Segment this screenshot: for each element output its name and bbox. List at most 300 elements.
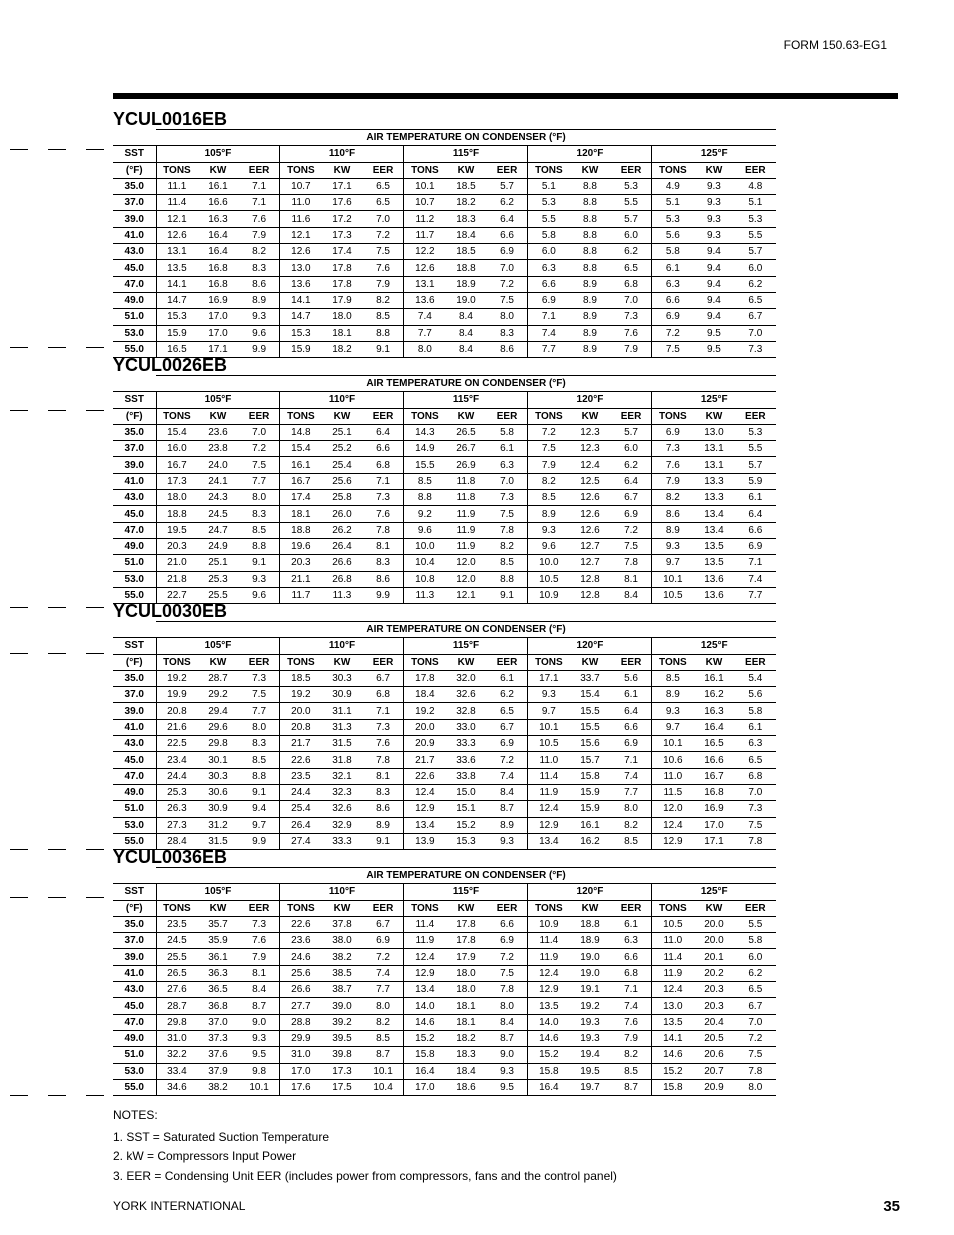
table-cell: 33.7 <box>569 670 610 686</box>
table-cell: 12.6 <box>569 490 610 506</box>
table-cell: 17.1 <box>321 178 362 194</box>
table-cell: 39.0 <box>321 998 362 1014</box>
table-cell: 7.5 <box>528 441 569 457</box>
table-cell: 6.9 <box>652 309 693 325</box>
table-cell: 12.6 <box>569 522 610 538</box>
table-cell: 20.0 <box>280 703 321 719</box>
table-cell: 10.8 <box>404 571 445 587</box>
table-cell: 18.1 <box>321 325 362 341</box>
table-cell: 13.5 <box>652 1014 693 1030</box>
table-cell: 25.4 <box>321 457 362 473</box>
column-header-eer: EER <box>363 408 404 424</box>
table-cell: 8.4 <box>487 784 528 800</box>
sst-value: 55.0 <box>113 587 156 603</box>
table-cell: 6.9 <box>487 736 528 752</box>
table-cell: 5.1 <box>652 195 693 211</box>
table-cell: 18.2 <box>445 195 486 211</box>
table-cell: 12.7 <box>569 555 610 571</box>
table-cell: 9.5 <box>487 1079 528 1095</box>
table-cell: 18.8 <box>280 522 321 538</box>
table-row <box>113 244 776 260</box>
table-cell: 26.3 <box>156 801 197 817</box>
column-header-tons: TONS <box>156 654 197 670</box>
table-cell: 24.6 <box>280 949 321 965</box>
table-cell: 18.4 <box>404 687 445 703</box>
table-cell: 8.7 <box>487 801 528 817</box>
table-cell: 7.9 <box>239 227 280 243</box>
table-cell: 12.3 <box>569 424 610 440</box>
table-cell: 34.6 <box>156 1079 197 1095</box>
table-cell: 16.0 <box>156 441 197 457</box>
table-cell: 16.8 <box>693 784 734 800</box>
table-cell: 7.9 <box>528 457 569 473</box>
table-cell: 8.2 <box>363 292 404 308</box>
table-cell: 16.3 <box>197 211 238 227</box>
table-cell: 16.9 <box>693 801 734 817</box>
table-row <box>113 211 776 227</box>
table-cell: 31.5 <box>321 736 362 752</box>
table-cell: 25.3 <box>197 571 238 587</box>
table-cell: 16.1 <box>280 457 321 473</box>
table-cell: 7.3 <box>487 490 528 506</box>
table-cell: 7.6 <box>611 1014 652 1030</box>
table-cell: 16.8 <box>197 276 238 292</box>
sst-label: SST <box>113 146 156 162</box>
sst-value: 55.0 <box>113 833 156 849</box>
table-cell: 24.1 <box>197 473 238 489</box>
table-cell: 7.8 <box>363 522 404 538</box>
table-cell: 7.1 <box>363 473 404 489</box>
table-cell: 39.8 <box>321 1047 362 1063</box>
sst-value: 35.0 <box>113 178 156 194</box>
table-cell: 18.4 <box>445 227 486 243</box>
table-cell: 16.7 <box>280 473 321 489</box>
table-cell: 12.4 <box>652 817 693 833</box>
table-cell: 17.0 <box>197 309 238 325</box>
table-cell: 7.0 <box>735 325 776 341</box>
table-cell: 20.4 <box>693 1014 734 1030</box>
table-cell: 13.6 <box>404 292 445 308</box>
table-cell: 7.3 <box>363 719 404 735</box>
table-cell: 9.1 <box>239 555 280 571</box>
table-cell: 7.4 <box>735 571 776 587</box>
table-cell: 17.1 <box>197 341 238 357</box>
table-cell: 6.7 <box>735 998 776 1014</box>
table-cell: 6.4 <box>487 211 528 227</box>
table-cell: 19.2 <box>569 998 610 1014</box>
table-cell: 7.8 <box>611 555 652 571</box>
condenser-temp-header: 125°F <box>652 146 776 162</box>
table-cell: 8.5 <box>652 670 693 686</box>
column-header-kw: KW <box>693 408 734 424</box>
table-row <box>113 309 776 325</box>
table-cell: 7.8 <box>735 1063 776 1079</box>
table-cell: 7.2 <box>652 325 693 341</box>
table-cell: 5.5 <box>611 195 652 211</box>
table-cell: 13.4 <box>693 522 734 538</box>
table-cell: 17.5 <box>321 1079 362 1095</box>
table-cell: 10.0 <box>404 538 445 554</box>
table-cell: 14.0 <box>404 998 445 1014</box>
table-row <box>113 490 776 506</box>
table-row <box>113 736 776 752</box>
table-row <box>113 325 776 341</box>
table-cell: 6.5 <box>363 178 404 194</box>
table-cell: 6.9 <box>611 506 652 522</box>
table-cell: 30.3 <box>321 670 362 686</box>
table-row <box>113 1063 776 1079</box>
table-cell: 7.5 <box>487 965 528 981</box>
condenser-temp-header: 115°F <box>404 884 528 900</box>
sst-value: 41.0 <box>113 965 156 981</box>
sst-value: 51.0 <box>113 801 156 817</box>
table-cell: 8.8 <box>569 244 610 260</box>
table-cell: 11.4 <box>652 949 693 965</box>
table-cell: 11.0 <box>280 195 321 211</box>
table-cell: 33.4 <box>156 1063 197 1079</box>
table-cell: 18.2 <box>321 341 362 357</box>
column-header-eer: EER <box>735 408 776 424</box>
table-cell: 36.1 <box>197 949 238 965</box>
table-cell: 9.4 <box>693 244 734 260</box>
column-header-eer: EER <box>239 408 280 424</box>
table-cell: 9.4 <box>693 292 734 308</box>
table-cell: 19.2 <box>156 670 197 686</box>
condenser-temp-header: 125°F <box>652 884 776 900</box>
table-cell: 12.1 <box>156 211 197 227</box>
table-cell: 18.0 <box>321 309 362 325</box>
table-cell: 18.1 <box>280 506 321 522</box>
table-cell: 6.7 <box>487 719 528 735</box>
table-cell: 9.0 <box>239 1014 280 1030</box>
note-item: 3. EER = Condensing Unit EER (includes power from compressors, fans and the control panel) <box>113 1168 617 1183</box>
table-cell: 8.2 <box>239 244 280 260</box>
section-ycul0026eb <box>113 355 776 604</box>
table-cell: 13.6 <box>693 587 734 603</box>
table-cell: 7.2 <box>363 227 404 243</box>
table-cell: 7.1 <box>735 555 776 571</box>
table-cell: 6.6 <box>487 916 528 932</box>
table-cell: 15.2 <box>528 1047 569 1063</box>
sst-value: 49.0 <box>113 292 156 308</box>
sst-label: SST <box>113 884 156 900</box>
table-cell: 11.2 <box>404 211 445 227</box>
table-cell: 18.8 <box>156 506 197 522</box>
table-cell: 17.0 <box>404 1079 445 1095</box>
table-cell: 18.0 <box>445 982 486 998</box>
table-cell: 8.8 <box>239 538 280 554</box>
table-cell: 6.2 <box>611 244 652 260</box>
model-title: YCUL0036EB <box>113 847 228 867</box>
table-cell: 18.0 <box>445 965 486 981</box>
table-cell: 8.0 <box>611 801 652 817</box>
table-cell: 7.4 <box>363 965 404 981</box>
model-title: YCUL0026EB <box>113 355 228 375</box>
table-cell: 8.3 <box>363 784 404 800</box>
table-cell: 8.6 <box>487 341 528 357</box>
table-cell: 19.0 <box>569 965 610 981</box>
table-cell: 9.3 <box>239 1030 280 1046</box>
table-cell: 15.2 <box>652 1063 693 1079</box>
condenser-temp-header: 120°F <box>528 146 652 162</box>
table-cell: 14.9 <box>404 441 445 457</box>
table-cell: 6.8 <box>363 687 404 703</box>
column-header-tons: TONS <box>156 162 197 178</box>
table-cell: 7.9 <box>239 949 280 965</box>
table-cell: 8.5 <box>239 522 280 538</box>
table-row <box>113 949 776 965</box>
table-cell: 16.4 <box>404 1063 445 1079</box>
table-cell: 8.4 <box>445 325 486 341</box>
table-cell: 9.7 <box>652 555 693 571</box>
table-cell: 6.3 <box>652 276 693 292</box>
table-cell: 7.3 <box>363 490 404 506</box>
table-cell: 23.6 <box>197 424 238 440</box>
table-cell: 5.6 <box>652 227 693 243</box>
table-cell: 39.5 <box>321 1030 362 1046</box>
table-cell: 18.8 <box>445 260 486 276</box>
table-cell: 15.5 <box>569 719 610 735</box>
table-row <box>113 784 776 800</box>
sst-value: 49.0 <box>113 1030 156 1046</box>
table-row <box>113 1047 776 1063</box>
table-cell: 32.6 <box>445 687 486 703</box>
table-row <box>113 719 776 735</box>
table-cell: 16.6 <box>693 752 734 768</box>
table-cell: 13.1 <box>693 457 734 473</box>
table-cell: 11.8 <box>445 490 486 506</box>
table-cell: 12.0 <box>445 555 486 571</box>
table-cell: 20.9 <box>693 1079 734 1095</box>
table-cell: 12.9 <box>404 801 445 817</box>
column-header-tons: TONS <box>528 900 569 916</box>
table-cell: 20.3 <box>280 555 321 571</box>
column-header-kw: KW <box>321 162 362 178</box>
table-cell: 30.3 <box>197 768 238 784</box>
table-cell: 8.9 <box>569 341 610 357</box>
table-cell: 28.7 <box>197 670 238 686</box>
table-cell: 7.6 <box>363 506 404 522</box>
table-row <box>113 703 776 719</box>
table-cell: 15.2 <box>445 817 486 833</box>
table-cell: 37.3 <box>197 1030 238 1046</box>
table-cell: 8.3 <box>363 555 404 571</box>
column-header-kw: KW <box>321 654 362 670</box>
table-row <box>113 424 776 440</box>
table-cell: 6.1 <box>611 916 652 932</box>
table-row <box>113 1030 776 1046</box>
table-cell: 5.4 <box>735 670 776 686</box>
condenser-temp-header: 120°F <box>528 638 652 654</box>
table-cell: 8.5 <box>239 752 280 768</box>
table-cell: 16.3 <box>693 703 734 719</box>
table-cell: 7.8 <box>487 522 528 538</box>
sst-value: 43.0 <box>113 490 156 506</box>
table-cell: 33.0 <box>445 719 486 735</box>
table-row <box>113 506 776 522</box>
table-cell: 5.7 <box>611 211 652 227</box>
table-row <box>113 178 776 194</box>
table-cell: 8.5 <box>487 555 528 571</box>
table-cell: 8.5 <box>404 473 445 489</box>
table-row <box>113 441 776 457</box>
table-cell: 8.8 <box>569 178 610 194</box>
table-cell: 12.6 <box>156 227 197 243</box>
table-cell: 38.0 <box>321 933 362 949</box>
table-cell: 19.4 <box>569 1047 610 1063</box>
table-cell: 9.9 <box>363 587 404 603</box>
table-cell: 11.0 <box>652 933 693 949</box>
table-cell: 14.8 <box>280 424 321 440</box>
sst-value: 41.0 <box>113 719 156 735</box>
table-cell: 15.7 <box>569 752 610 768</box>
table-cell: 32.2 <box>156 1047 197 1063</box>
condenser-temp-header: 105°F <box>156 146 280 162</box>
table-cell: 8.0 <box>487 309 528 325</box>
table-cell: 6.3 <box>735 736 776 752</box>
table-cell: 17.4 <box>280 490 321 506</box>
table-cell: 31.8 <box>321 752 362 768</box>
table-cell: 10.1 <box>404 178 445 194</box>
table-cell: 7.1 <box>528 309 569 325</box>
table-cell: 28.7 <box>156 998 197 1014</box>
performance-table <box>113 867 776 1096</box>
table-cell: 16.6 <box>197 195 238 211</box>
table-cell: 13.3 <box>693 490 734 506</box>
table-cell: 38.5 <box>321 965 362 981</box>
notes-label: NOTES: <box>113 1108 158 1122</box>
table-cell: 6.8 <box>611 965 652 981</box>
table-cell: 32.8 <box>445 703 486 719</box>
table-cell: 5.7 <box>611 424 652 440</box>
table-cell: 33.3 <box>321 833 362 849</box>
table-cell: 33.3 <box>445 736 486 752</box>
table-cell: 13.5 <box>528 998 569 1014</box>
table-cell: 12.3 <box>569 441 610 457</box>
table-cell: 6.6 <box>652 292 693 308</box>
table-row <box>113 933 776 949</box>
table-cell: 12.9 <box>528 982 569 998</box>
table-cell: 5.6 <box>735 687 776 703</box>
table-cell: 9.0 <box>487 1047 528 1063</box>
table-cell: 11.6 <box>280 211 321 227</box>
table-cell: 12.9 <box>528 817 569 833</box>
table-cell: 7.0 <box>487 473 528 489</box>
table-cell: 26.0 <box>321 506 362 522</box>
table-cell: 26.4 <box>321 538 362 554</box>
table-cell: 7.6 <box>239 211 280 227</box>
section-ycul0036eb <box>113 847 776 1096</box>
column-header-kw: KW <box>321 900 362 916</box>
table-cell: 20.1 <box>693 949 734 965</box>
table-cell: 8.9 <box>528 506 569 522</box>
table-cell: 7.2 <box>528 424 569 440</box>
table-cell: 7.3 <box>239 916 280 932</box>
table-cell: 5.8 <box>652 244 693 260</box>
note-item: 1. SST = Saturated Suction Temperature <box>113 1129 330 1144</box>
sst-value: 39.0 <box>113 949 156 965</box>
table-cell: 6.1 <box>735 490 776 506</box>
table-cell: 25.1 <box>321 424 362 440</box>
table-cell: 13.0 <box>280 260 321 276</box>
table-cell: 5.3 <box>611 178 652 194</box>
sst-value: 47.0 <box>113 276 156 292</box>
sst-unit: (°F) <box>113 162 156 178</box>
table-cell: 6.2 <box>735 276 776 292</box>
table-cell: 16.9 <box>197 292 238 308</box>
table-cell: 20.6 <box>693 1047 734 1063</box>
table-cell: 10.9 <box>528 916 569 932</box>
table-cell: 19.2 <box>404 703 445 719</box>
column-header-eer: EER <box>487 900 528 916</box>
table-cell: 8.2 <box>487 538 528 554</box>
table-cell: 13.4 <box>528 833 569 849</box>
table-cell: 11.4 <box>528 933 569 949</box>
table-cell: 10.7 <box>280 178 321 194</box>
column-header-kw: KW <box>569 162 610 178</box>
table-cell: 5.8 <box>528 227 569 243</box>
table-cell: 8.5 <box>363 309 404 325</box>
table-row <box>113 687 776 703</box>
table-cell: 8.8 <box>569 227 610 243</box>
sst-value: 53.0 <box>113 1063 156 1079</box>
table-cell: 11.3 <box>404 587 445 603</box>
table-cell: 8.8 <box>569 195 610 211</box>
table-cell: 16.8 <box>197 260 238 276</box>
column-header-eer: EER <box>363 654 404 670</box>
column-header-kw: KW <box>321 408 362 424</box>
table-cell: 5.1 <box>735 195 776 211</box>
table-cell: 24.4 <box>156 768 197 784</box>
table-cell: 7.0 <box>487 260 528 276</box>
table-row <box>113 670 776 686</box>
section-ycul0030eb <box>113 601 776 850</box>
table-cell: 12.2 <box>404 244 445 260</box>
column-header-eer: EER <box>487 162 528 178</box>
table-cell: 11.4 <box>156 195 197 211</box>
column-header-eer: EER <box>363 162 404 178</box>
table-cell: 11.0 <box>652 768 693 784</box>
table-cell: 5.8 <box>735 703 776 719</box>
table-cell: 7.6 <box>611 325 652 341</box>
table-cell: 8.0 <box>487 998 528 1014</box>
sst-value: 39.0 <box>113 211 156 227</box>
table-cell: 36.8 <box>197 998 238 1014</box>
table-cell: 6.5 <box>735 292 776 308</box>
table-cell: 8.1 <box>363 768 404 784</box>
sst-label: SST <box>113 392 156 408</box>
table-row <box>113 522 776 538</box>
table-cell: 18.1 <box>445 998 486 1014</box>
table-cell: 6.9 <box>363 933 404 949</box>
table-cell: 19.7 <box>569 1079 610 1095</box>
air-temp-title: AIR TEMPERATURE ON CONDENSER (°F) <box>156 376 776 392</box>
table-cell: 11.5 <box>652 784 693 800</box>
table-cell: 15.1 <box>445 801 486 817</box>
table-cell: 7.6 <box>363 260 404 276</box>
column-header-eer: EER <box>487 654 528 670</box>
table-cell: 6.9 <box>487 933 528 949</box>
table-row <box>113 538 776 554</box>
table-cell: 17.8 <box>321 276 362 292</box>
table-cell: 4.9 <box>652 178 693 194</box>
table-cell: 6.0 <box>611 227 652 243</box>
table-cell: 6.1 <box>735 719 776 735</box>
column-header-tons: TONS <box>280 900 321 916</box>
table-cell: 8.1 <box>611 571 652 587</box>
table-cell: 8.8 <box>569 211 610 227</box>
column-header-kw: KW <box>445 162 486 178</box>
